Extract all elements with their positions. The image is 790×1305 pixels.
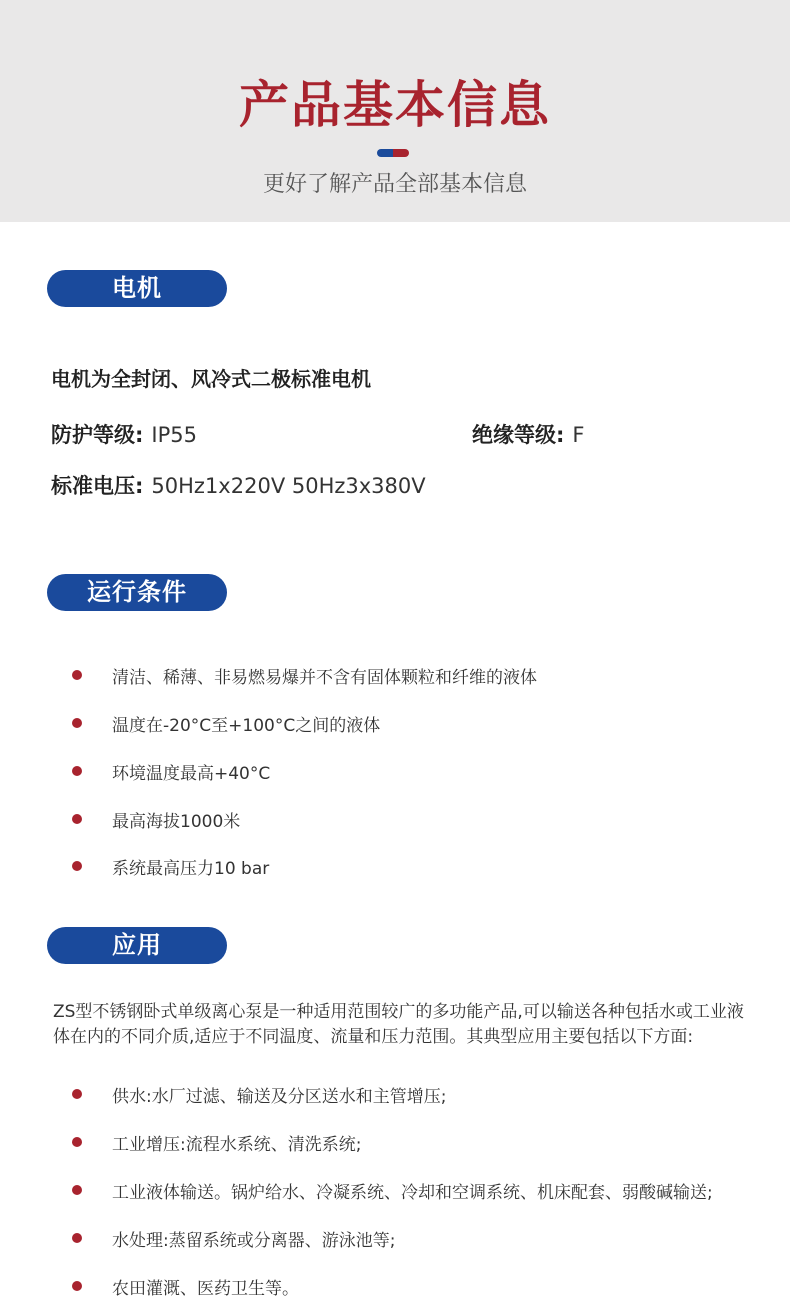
spec-protection-label: 防护等级: [51,423,144,447]
section-heading-application: 应用 [47,927,227,964]
page-subtitle: 更好了解产品全部基本信息 [262,172,527,197]
list-item-text: 最高海拔1000米 [112,811,241,832]
spec-protection-value: IP55 [151,423,197,447]
application-paragraph: ZS型不锈钢卧式单级离心泵是一种适用范围较广的多功能产品,可以输送各种包括水或工业液体在内的不同介质,适应于不同温度、流量和压力范围。其典型应用主要包括以下方面: [53,1002,744,1047]
list-item [72,1223,395,1253]
list-item [72,804,240,834]
spec-voltage-value: 50Hz1x220V 50Hz3x380V [151,474,426,498]
list-item-text: 清洁、稀薄、非易燃易爆并不含有固体颗粒和纤维的液体 [112,667,537,688]
bullet-dot-icon [72,1137,82,1147]
list-item [72,660,537,690]
list-item [72,1127,361,1157]
spec-voltage [51,471,426,501]
list-item [72,708,380,738]
section-heading-conditions: 运行条件 [47,574,227,611]
list-item-text: 供水:水厂过滤、输送及分区送水和主管增压; [112,1086,447,1107]
list-item [72,1271,299,1301]
list-item [72,851,269,881]
bullet-dot-icon [72,861,82,871]
list-item-text: 温度在-20°C至+100°C之间的液体 [112,715,381,736]
bullet-dot-icon [72,766,82,776]
list-item-text: 工业增压:流程水系统、清洗系统; [112,1134,362,1155]
list-item [72,756,270,786]
list-item [72,1079,446,1109]
title-divider [377,149,409,157]
bullet-dot-icon [72,670,82,680]
page-title: 产品基本信息 [239,76,551,134]
list-item-text: 工业液体输送。锅炉给水、冷凝系统、冷却和空调系统、机床配套、弱酸碱输送; [112,1182,713,1203]
list-item-text: 系统最高压力10 bar [112,858,270,879]
bullet-dot-icon [72,718,82,728]
page-header [0,0,790,222]
divider-blue-segment [377,149,393,157]
spec-insulation-label: 绝缘等级: [472,423,565,447]
section-heading-motor: 电机 [47,270,227,307]
bullet-dot-icon [72,1233,82,1243]
list-item-text: 农田灌溉、医药卫生等。 [112,1278,299,1299]
spec-voltage-label: 标准电压: [51,474,144,498]
bullet-dot-icon [72,1185,82,1195]
spec-insulation [472,420,585,450]
bullet-dot-icon [72,1089,82,1099]
list-item [72,1175,713,1205]
list-item-text: 环境温度最高+40°C [112,763,271,784]
list-item-text: 水处理:蒸留系统或分离器、游泳池等; [112,1230,396,1251]
spec-protection [51,420,197,450]
motor-description: 电机为全封闭、风冷式二极标准电机 [51,367,371,391]
divider-red-segment [393,149,409,157]
bullet-dot-icon [72,814,82,824]
spec-insulation-value: F [572,423,585,447]
bullet-dot-icon [72,1281,82,1291]
